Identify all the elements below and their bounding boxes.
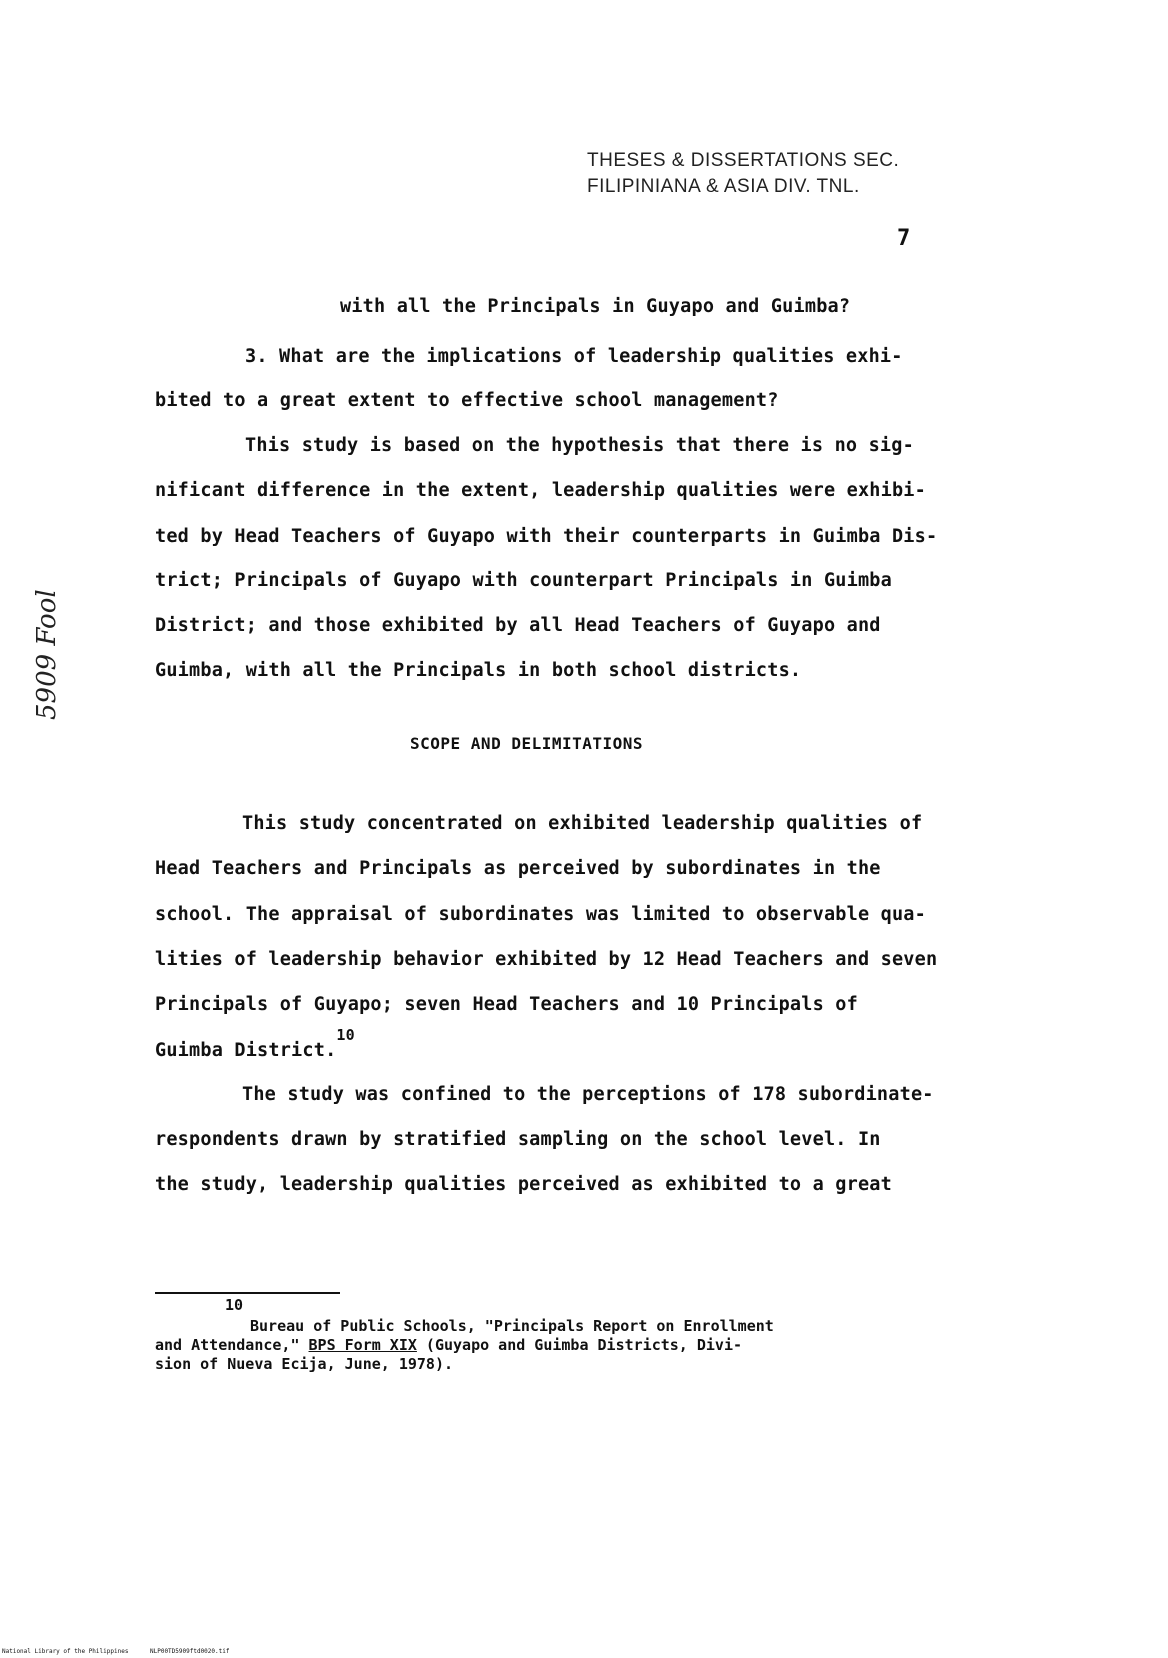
body-line-7: trict; Principals of Guyapo with counterpart Principals in Guimba: [155, 570, 892, 591]
body-line-4: This study is based on the hypothesis that there is no sig-: [245, 435, 914, 456]
footnote-line-2: [155, 1336, 742, 1354]
footnote-form-title: BPS Form XIX: [308, 1336, 417, 1354]
library-stamp-line-2: FILIPINIANA & ASIA DIV. TNL.: [587, 176, 860, 197]
footnote-line-2-end: (Guyapo and Guimba Districts, Divi-: [416, 1336, 743, 1354]
body-line-1: with all the Principals in Guyapo and Guimba?: [340, 296, 851, 317]
scope-line-4: lities of leadership behavior exhibited by 12 Head Teachers and seven: [155, 949, 938, 970]
footnote-line-3: sion of Nueva Ecija, June, 1978).: [155, 1355, 454, 1373]
footnote-divider: [155, 1292, 340, 1294]
body-line-5: nificant difference in the extent, leadership qualities were exhibi-: [155, 480, 926, 501]
margin-handwritten-note: 5909 Fool: [32, 589, 62, 720]
footer-library-name: National Library of the Philippines: [2, 1648, 129, 1655]
scope-line-6: [155, 1026, 355, 1061]
footnote-reference: 10: [336, 1026, 355, 1044]
footer-file-name: NLP00TD5909ftd0020.tif: [150, 1648, 230, 1655]
scope-line-9: the study, leadership qualities perceived as exhibited to a great: [155, 1174, 892, 1195]
scope-line-1: This study concentrated on exhibited leadership qualities of: [242, 813, 923, 834]
body-line-9: Guimba, with all the Principals in both school districts.: [155, 660, 802, 681]
body-line-6: ted by Head Teachers of Guyapo with their counterparts in Guimba Dis-: [155, 526, 938, 547]
footnote-line-1: Bureau of Public Schools, "Principals Report on Enrollment: [250, 1317, 774, 1335]
section-heading: SCOPE AND DELIMITATIONS: [410, 734, 644, 753]
footnote-line-2-start: and Attendance,": [155, 1336, 309, 1354]
body-line-3: bited to a great extent to effective school management?: [155, 390, 779, 411]
scope-line-6-text: Guimba District.: [155, 1040, 337, 1061]
scope-line-3: school. The appraisal of subordinates was limited to observable qua-: [155, 904, 926, 925]
scope-line-7: The study was confined to the perceptions of 178 subordinate-: [242, 1084, 934, 1105]
footnote-number: 10: [225, 1296, 244, 1314]
library-stamp-line-1: THESES & DISSERTATIONS SEC.: [587, 150, 900, 171]
page-number: 7: [897, 226, 911, 251]
scope-line-2: Head Teachers and Principals as perceived by subordinates in the: [155, 858, 881, 879]
scope-line-8: respondents drawn by stratified sampling on the school level. In: [155, 1129, 881, 1150]
scope-line-5: Principals of Guyapo; seven Head Teachers and 10 Principals of: [155, 994, 858, 1015]
body-line-8: District; and those exhibited by all Head Teachers of Guyapo and: [155, 615, 881, 636]
body-line-2: 3. What are the implications of leadership qualities exhi-: [245, 346, 903, 367]
